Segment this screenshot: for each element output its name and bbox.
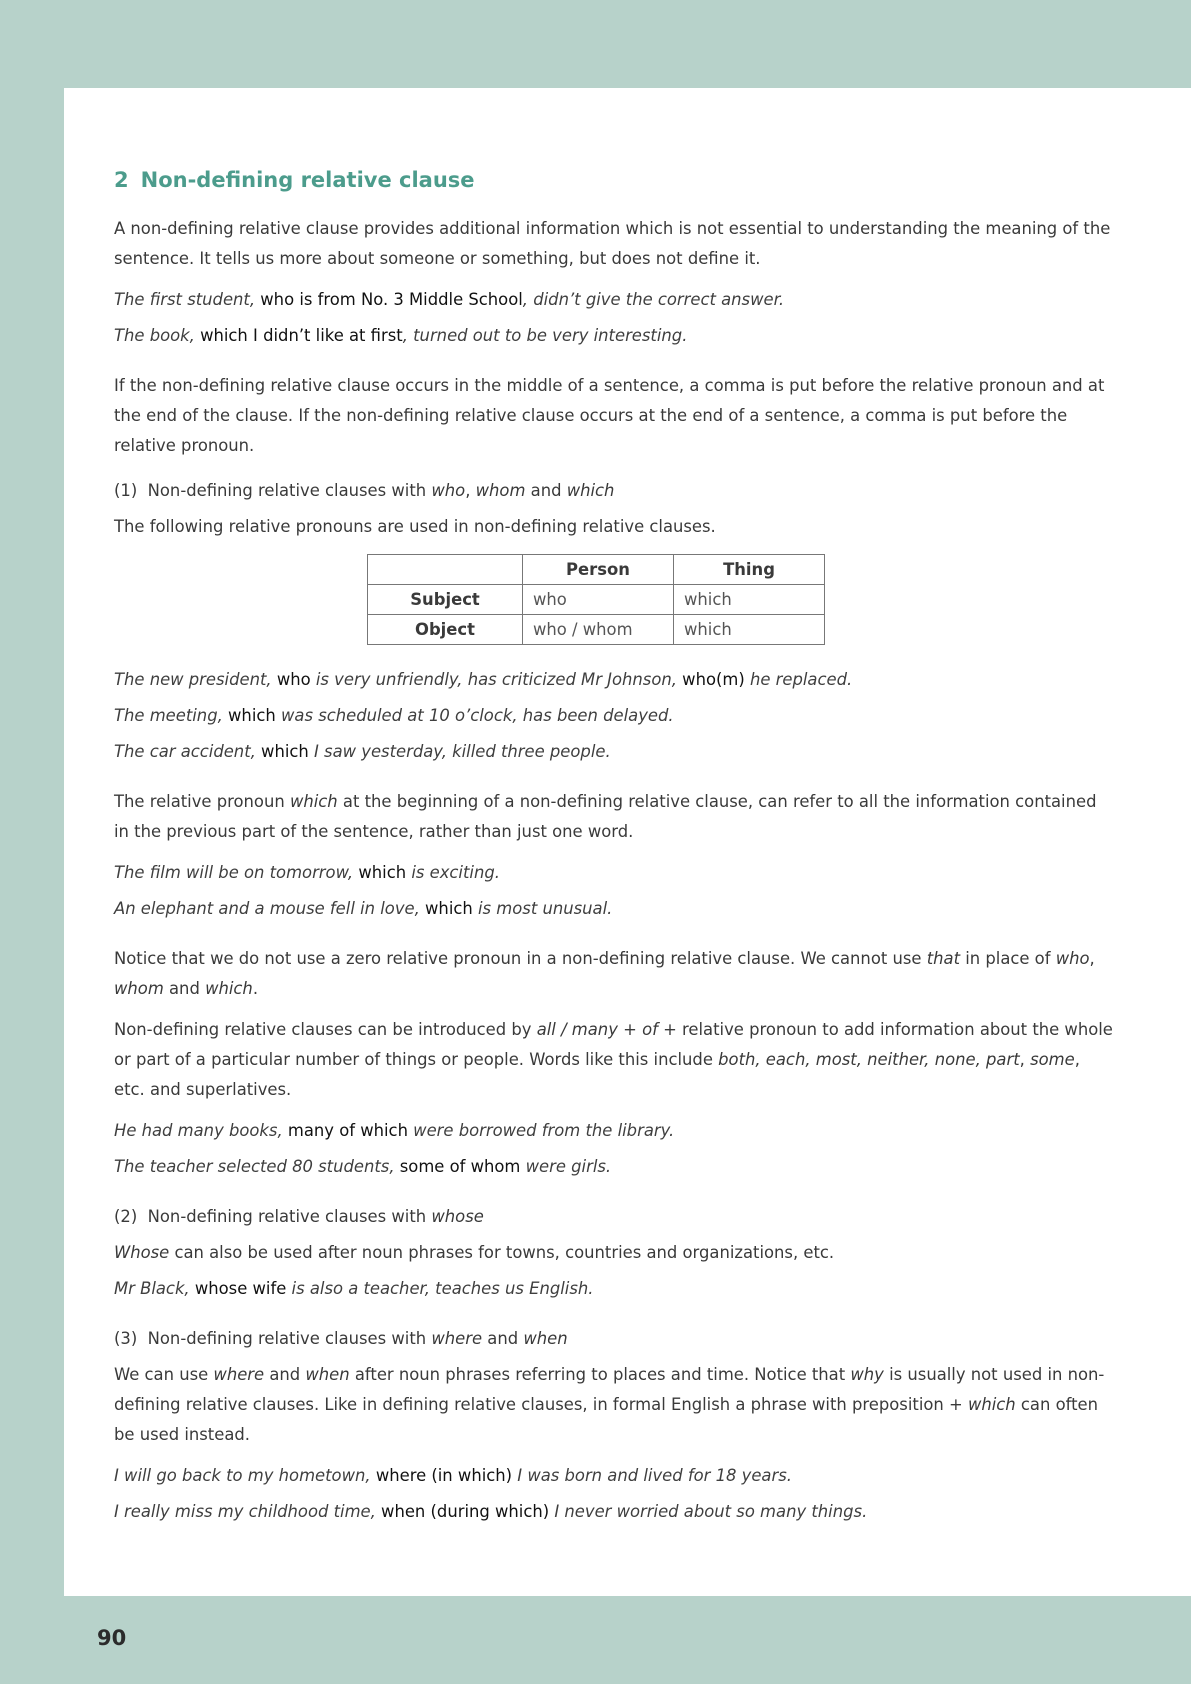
table-cell: which (674, 585, 825, 615)
example-sentence: The teacher selected 80 students, some of whom were girls. (114, 1157, 612, 1176)
whose-paragraph: Whose can also be used after noun phrases for towns, countries and organizations, etc. (114, 1243, 835, 1262)
table-header-row (368, 555, 825, 585)
where-when-paragraph: We can use where and when after noun phrases referring to places and time. Notice that why is usually not used in non-defining relative clauses. Like in defining relative clauses, in formal English a phrase with preposition + which can often be used instead. (114, 1365, 1105, 1444)
section-title: Non-defining relative clause (140, 168, 475, 192)
example-sentence: I really miss my childhood time, when (during which) I never worried about so many things. (114, 1502, 868, 1521)
table-header-cell: Thing (674, 555, 825, 585)
which-paragraph: The relative pronoun which at the beginning of a non-defining relative clause, can refer to all the information contained in the previous part of the sentence, rather than just one word. (114, 792, 1097, 841)
row-header-object: Object (368, 615, 523, 645)
subsection-3-heading: (3) Non-defining relative clauses with where and when (114, 1329, 568, 1348)
table-cell: who (523, 585, 674, 615)
section-number: 2 (114, 168, 129, 192)
all-many-paragraph: Non-defining relative clauses can be introduced by all / many + of + relative pronoun to add information about the whole or part of a particular number of things or people. Words like this include both, each, most, neither, none, part, some, etc. and superlatives. (114, 1020, 1113, 1099)
subsection-2-heading: (2) Non-defining relative clauses with whose (114, 1207, 484, 1226)
section-heading (114, 168, 1114, 192)
row-header-subject: Subject (368, 585, 523, 615)
example-sentence: The first student, who is from No. 3 Middle School, didn’t give the correct answer. (114, 290, 785, 309)
table-cell: who / whom (523, 615, 674, 645)
pronoun-table (367, 554, 825, 645)
example-sentence: Mr Black, whose wife is also a teacher, teaches us English. (114, 1279, 594, 1298)
example-sentence: The new president, who is very unfriendly, has criticized Mr Johnson, who(m) he replaced. (114, 670, 853, 689)
page-sheet (64, 88, 1191, 1596)
example-sentence: The meeting, which was scheduled at 10 o’clock, has been delayed. (114, 706, 674, 725)
example-sentence: An elephant and a mouse fell in love, which is most unusual. (114, 899, 613, 918)
example-sentence: The car accident, which I saw yesterday, killed three people. (114, 742, 611, 761)
following-text: The following relative pronouns are used in non-defining relative clauses. (114, 517, 716, 536)
zero-pronoun-paragraph: Notice that we do not use a zero relative pronoun in a non-defining relative clause. We cannot use that in place of who, whom and which. (114, 949, 1095, 998)
example-sentence: He had many books, many of which were borrowed from the library. (114, 1121, 675, 1140)
comma-paragraph: If the non-defining relative clause occurs in the middle of a sentence, a comma is put before the relative pronoun and at the end of the clause. If the non-defining relative clause occurs at the end of a sentence, a comma is put before the relative pronoun. (114, 376, 1105, 455)
page-number: 90 (97, 1626, 127, 1650)
table-row (368, 585, 825, 615)
example-sentence: I will go back to my hometown, where (in which) I was born and lived for 18 years. (114, 1466, 792, 1485)
table-header-cell (368, 555, 523, 585)
table-header-cell: Person (523, 555, 674, 585)
subsection-1-heading: (1) Non-defining relative clauses with who, whom and which (114, 481, 615, 500)
table-cell: which (674, 615, 825, 645)
example-sentence: The book, which I didn’t like at first, turned out to be very interesting. (114, 326, 688, 345)
content (114, 168, 1114, 1533)
example-sentence: The film will be on tomorrow, which is exciting. (114, 863, 500, 882)
table-row (368, 615, 825, 645)
intro-paragraph: A non-defining relative clause provides additional information which is not essential to understanding the meaning of the sentence. It tells us more about someone or something, but does not define it. (114, 219, 1111, 268)
